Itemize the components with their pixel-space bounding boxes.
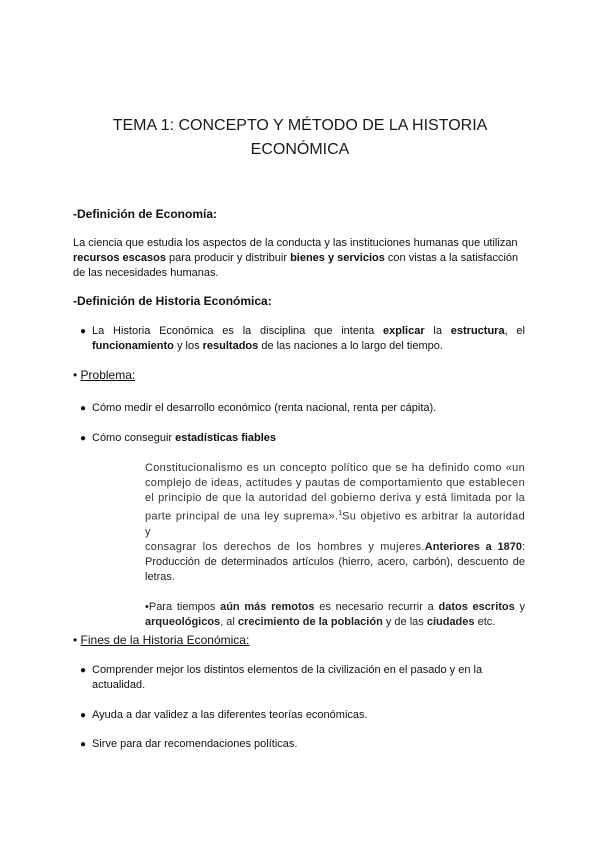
title-line-2: ECONÓMICA: [250, 141, 350, 158]
text: , al: [220, 615, 238, 628]
bold: ciudades: [426, 615, 475, 628]
bold: aún más remotos: [220, 600, 315, 613]
item-line-1: Comprender mejor los distintos elementos de la civilización en el pasado y en la: [92, 664, 483, 676]
item-line-2: [92, 339, 525, 354]
problema-label: Problema:: [80, 368, 136, 382]
bullet-icon: ●: [80, 739, 87, 750]
quote-line: el principio de que la autoridad del gobierno deriva y está limitada por la: [145, 492, 525, 504]
sub-bullet-icon: •: [73, 368, 78, 382]
bold: crecimiento de la población: [237, 615, 383, 628]
fines-label: Fines de la Historia Económica:: [80, 633, 250, 647]
text: y: [514, 600, 525, 613]
list-item: [80, 324, 525, 354]
list-item: [80, 663, 532, 693]
quote-block: [145, 461, 525, 630]
quote-line: [145, 506, 525, 540]
text: y de las: [382, 615, 427, 628]
bullet-icon: ●: [80, 433, 87, 444]
bold-bienes-servicios: bienes y servicios: [290, 252, 385, 264]
text: :: [521, 540, 526, 553]
text: etc.: [474, 615, 496, 628]
page-title: [0, 114, 600, 162]
para-line-3: de las necesidades humanas.: [73, 267, 219, 279]
text: •Para tiempos: [145, 600, 221, 613]
bullet-icon: ●: [80, 710, 87, 721]
quote-line: Producción de determinados artículos (hierro, acero, carbón), descuento de: [145, 555, 525, 568]
bold: funcionamiento: [92, 340, 174, 352]
subheading-problema: [73, 368, 135, 382]
bold: resultados: [202, 340, 259, 352]
item-text: Ayuda a dar validez a las diferentes teorías económicas.: [92, 709, 368, 721]
quote-line: [145, 615, 525, 630]
bold: estadísticas fiables: [175, 432, 277, 444]
text: de las naciones a lo largo del tiempo.: [258, 340, 443, 352]
sub-bullet-icon: •: [73, 633, 78, 647]
bold-recursos-escasos: recursos escasos: [73, 252, 166, 264]
list-item: [80, 401, 437, 416]
item-line-1: [92, 324, 525, 339]
paragraph-definicion-economia: [73, 236, 533, 281]
footnote-ref: 1: [338, 510, 343, 517]
quote-line: letras.: [145, 570, 175, 583]
text: consagrar los derechos de los hombres y mujeres.: [145, 540, 425, 553]
quote-line: complejo de ideas, actitudes y pautas de comportamiento que establecen: [145, 477, 525, 489]
bold: Anteriores a 1870: [424, 540, 522, 553]
text: con vistas a la satisfacción: [384, 252, 519, 264]
bold: estructura: [450, 325, 505, 337]
para-line-1: La ciencia que estudia los aspectos de la conducta y las instituciones humanas que utilizan: [73, 237, 518, 249]
heading-definicion-economia: -Definición de Economía:: [73, 207, 218, 221]
text: y los: [173, 340, 203, 352]
bullet-icon: ●: [80, 665, 87, 676]
spacer: [145, 585, 525, 600]
item-text: Cómo medir el desarrollo económico (renta nacional, renta per cápita).: [92, 402, 437, 414]
list-item: [80, 431, 277, 446]
list-item: [80, 737, 298, 752]
list-item: [80, 708, 368, 723]
item-line-2: actualidad.: [92, 679, 146, 691]
bold: explicar: [383, 325, 425, 337]
title-line-1: TEMA 1: CONCEPTO Y MÉTODO DE LA HISTORIA: [112, 117, 488, 134]
text: es necesario recurrir a: [314, 600, 439, 613]
item-text: [92, 431, 276, 446]
quote-line: [145, 600, 525, 615]
text: Su objetivo es arbitrar la autoridad y: [145, 510, 525, 538]
bullet-icon: ●: [80, 326, 87, 337]
text: , el: [504, 325, 525, 337]
para-line-2: [73, 251, 533, 266]
text: Cómo conseguir: [92, 432, 176, 444]
heading-definicion-historia-economica: -Definición de Historia Económica:: [73, 294, 272, 308]
text: La Historia Económica es la disciplina que intenta: [92, 325, 384, 337]
item-text: Sirve para dar recomendaciones políticas.: [92, 738, 298, 750]
text: para producir y distribuir: [165, 252, 291, 264]
bold: datos escritos: [438, 600, 515, 613]
quote-line: Constitucionalismo es un concepto político que se ha definido como «un: [145, 462, 525, 474]
bold: arqueológicos: [145, 615, 221, 628]
text: parte principal de una ley suprema».: [145, 510, 339, 523]
subheading-fines: [73, 633, 249, 647]
text: la: [424, 325, 451, 337]
quote-line: [145, 540, 525, 555]
bullet-icon: ●: [80, 403, 87, 414]
